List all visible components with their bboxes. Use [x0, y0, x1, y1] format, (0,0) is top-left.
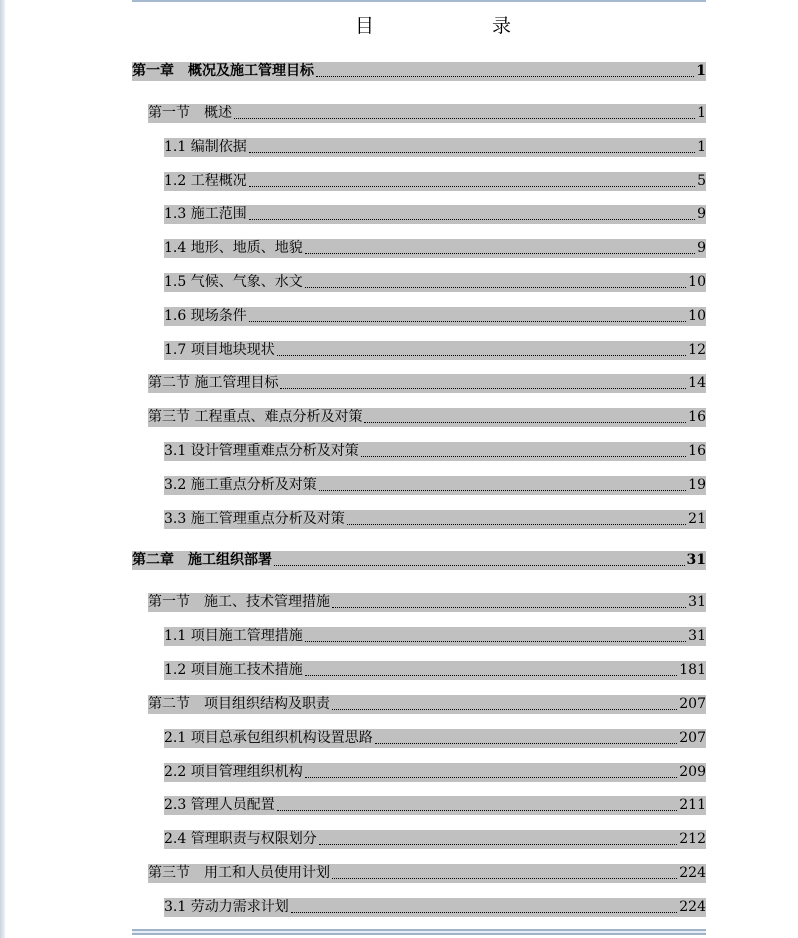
- toc-entry-page-number: 207: [679, 696, 706, 712]
- toc-entry[interactable]: [148, 695, 706, 714]
- toc-entry-page-number: 12: [688, 342, 706, 358]
- document-page: [132, 0, 706, 938]
- toc-entry-page-number: 16: [688, 409, 706, 425]
- toc-entry-label: 1.7 项目地块现状: [164, 342, 275, 358]
- toc-entry-label: 第三节 用工和人员使用计划: [148, 865, 330, 881]
- toc-entry-label: 1.1 项目施工管理措施: [164, 628, 303, 644]
- toc-entry-page-number: 5: [697, 173, 706, 189]
- toc-entry[interactable]: [164, 729, 706, 748]
- toc-leader-dots: [249, 151, 695, 153]
- window-left-edge: [0, 0, 5, 938]
- toc-entry-page-number: 31: [688, 628, 706, 644]
- toc-entry-page-number: 16: [688, 443, 706, 459]
- toc-entry-page-number: 1: [697, 105, 706, 121]
- toc-leader-dots: [277, 809, 678, 811]
- toc-leader-dots: [291, 911, 678, 913]
- toc-leader-dots: [277, 354, 686, 356]
- toc-entry-label: 第二节 施工管理目标: [148, 375, 279, 391]
- toc-entry-page-number: 212: [679, 831, 706, 847]
- toc-leader-dots: [319, 489, 686, 491]
- toc-entry-label: 1.5 气候、气象、水文: [164, 274, 303, 290]
- toc-entry[interactable]: [148, 864, 706, 883]
- toc-entry-page-number: 10: [688, 308, 706, 324]
- toc-entry[interactable]: [164, 510, 706, 529]
- toc-leader-dots: [280, 387, 686, 389]
- toc-entry[interactable]: [164, 239, 706, 258]
- toc-entry[interactable]: [148, 104, 706, 123]
- toc-leader-dots: [332, 708, 677, 710]
- toc-entry[interactable]: [164, 661, 706, 680]
- toc-entry-label: 2.4 管理职责与权限划分: [164, 831, 317, 847]
- toc-entry-page-number: 224: [679, 899, 706, 915]
- toc-leader-dots: [332, 606, 686, 608]
- toc-entry-page-number: 224: [679, 865, 706, 881]
- toc-entry-page-number: 207: [679, 730, 706, 746]
- toc-entry[interactable]: [148, 408, 706, 427]
- toc-leader-dots: [319, 843, 678, 845]
- toc-entry[interactable]: [164, 341, 706, 360]
- toc-entry[interactable]: [164, 796, 706, 815]
- toc-entry-page-number: 14: [688, 375, 706, 391]
- toc-entry-label: 第二节 项目组织结构及职责: [148, 696, 330, 712]
- toc-entry-label: 1.3 施工范围: [164, 206, 247, 222]
- toc-entry[interactable]: [164, 273, 706, 292]
- toc-title-char-2: 录: [492, 15, 512, 37]
- page-top-border: [132, 0, 706, 2]
- toc-leader-dots: [249, 320, 686, 322]
- toc-entry-label: 2.2 项目管理组织机构: [164, 764, 303, 780]
- toc-leader-dots: [332, 877, 677, 879]
- toc-leader-dots: [361, 455, 686, 457]
- toc-entry[interactable]: [164, 138, 706, 157]
- toc-leader-dots: [274, 564, 685, 566]
- toc-entry[interactable]: [132, 62, 706, 81]
- toc-leader-dots: [375, 742, 678, 744]
- toc-entry-page-number: 181: [679, 662, 706, 678]
- page-bottom-border: [132, 929, 706, 935]
- toc-entry-page-number: 10: [688, 274, 706, 290]
- toc-entry[interactable]: [164, 307, 706, 326]
- toc-entry[interactable]: [164, 476, 706, 495]
- toc-entry-page-number: 211: [679, 797, 706, 813]
- toc-entry-label: 第一节 概述: [148, 105, 232, 121]
- toc-leader-dots: [305, 286, 686, 288]
- toc-leader-dots: [249, 218, 695, 220]
- toc-entry-label: 2.1 项目总承包组织机构设置思路: [164, 730, 373, 746]
- toc-title: [132, 12, 706, 40]
- toc-entry-label: 3.3 施工管理重点分析及对策: [164, 511, 345, 527]
- toc-entry-label: 1.2 工程概况: [164, 173, 247, 189]
- toc-entry-label: 1.4 地形、地质、地貌: [164, 240, 303, 256]
- toc-entry[interactable]: [164, 442, 706, 461]
- toc-entry[interactable]: [164, 898, 706, 917]
- toc-entry-label: 3.1 劳动力需求计划: [164, 899, 289, 915]
- toc-leader-dots: [316, 75, 694, 77]
- toc-entry-label: 第二章 施工组织部署: [132, 552, 272, 568]
- toc-entry-label: 1.6 现场条件: [164, 308, 247, 324]
- toc-leader-dots: [249, 185, 695, 187]
- toc-entry-page-number: 31: [688, 594, 706, 610]
- toc-entry-label: 1.2 项目施工技术措施: [164, 662, 303, 678]
- toc-leader-dots: [347, 523, 686, 525]
- toc-entry-label: 3.2 施工重点分析及对策: [164, 477, 317, 493]
- toc-entry-label: 第一节 施工、技术管理措施: [148, 594, 330, 610]
- toc-leader-dots: [305, 776, 678, 778]
- toc-entry-label: 2.3 管理人员配置: [164, 797, 275, 813]
- toc-leader-dots: [305, 640, 686, 642]
- toc-entry[interactable]: [164, 830, 706, 849]
- toc-leader-dots: [305, 674, 678, 676]
- toc-entry-page-number: 209: [679, 764, 706, 780]
- toc-entry[interactable]: [164, 627, 706, 646]
- toc-entry-page-number: 9: [697, 206, 706, 222]
- toc-entry-label: 1.1 编制依据: [164, 139, 247, 155]
- toc-leader-dots: [364, 421, 686, 423]
- toc-entry[interactable]: [164, 205, 706, 224]
- toc-leader-dots: [234, 117, 695, 119]
- toc-entry[interactable]: [164, 172, 706, 191]
- toc-entry-page-number: 1: [696, 63, 706, 79]
- toc-entry-label: 第一章 概况及施工管理目标: [132, 63, 314, 79]
- toc-entry[interactable]: [148, 593, 706, 612]
- toc-title-char-1: 目: [355, 15, 375, 37]
- toc-entry[interactable]: [164, 763, 706, 782]
- toc-entry-page-number: 1: [697, 139, 706, 155]
- toc-entry[interactable]: [132, 551, 706, 570]
- toc-entry-page-number: 21: [688, 511, 706, 527]
- toc-leader-dots: [305, 252, 695, 254]
- toc-entry-page-number: 9: [697, 240, 706, 256]
- toc-entry[interactable]: [148, 374, 706, 393]
- toc-entry-label: 3.1 设计管理重难点分析及对策: [164, 443, 359, 459]
- toc-entry-page-number: 19: [688, 477, 706, 493]
- toc-entry-label: 第三节 工程重点、难点分析及对策: [148, 409, 363, 425]
- toc-entry-page-number: 31: [686, 552, 706, 568]
